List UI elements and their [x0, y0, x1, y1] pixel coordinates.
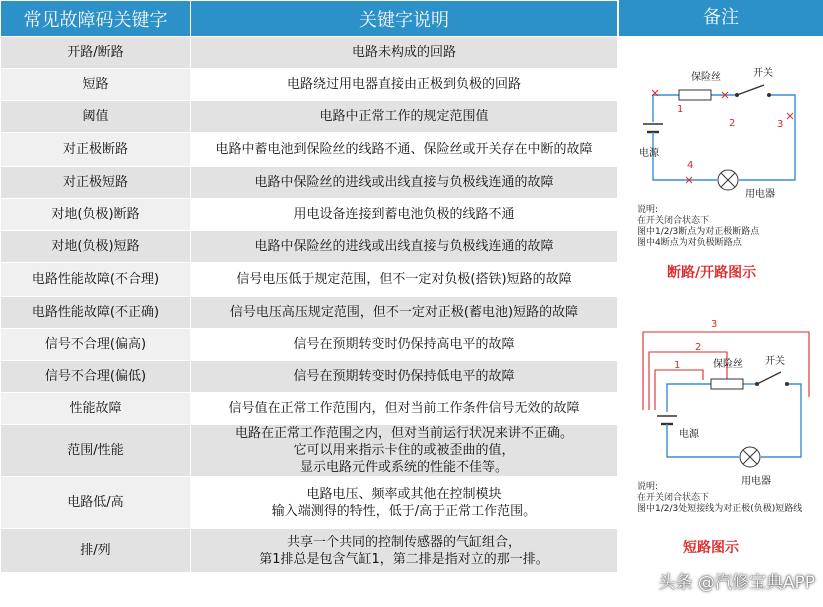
svg-text:电源: 电源: [679, 429, 699, 440]
short-circuit-diagram: [619, 312, 823, 562]
svg-text:用电器: 用电器: [741, 476, 771, 487]
fuse-label: 保险丝: [691, 72, 721, 83]
svg-text:3: 3: [711, 319, 718, 330]
keyword-cell: 信号不合理(偏低): [1, 361, 191, 393]
keyword-cell: 对地(负极)短路: [1, 231, 191, 263]
table-row: [1, 393, 618, 425]
description-cell: 信号在预期转变时仍保持高电平的故障: [191, 329, 618, 361]
table-row: [1, 477, 618, 529]
description-cell: 电路绕过用电器直接由正极到负极的回路: [191, 69, 618, 101]
fuse-symbol: [679, 90, 711, 100]
table-row: [1, 37, 618, 69]
table-row: [1, 101, 618, 133]
table-row: [1, 529, 618, 573]
description-cell: 信号电压低于规定范围，但不一定对负极(搭铁)短路的故障: [191, 263, 618, 297]
point-4: 4: [687, 160, 694, 171]
description-cell: 电路中正常工作的规定范围值: [191, 101, 618, 133]
keyword-cell: 电路性能故障(不正确): [1, 297, 191, 329]
keyword-cell: 电路性能故障(不合理): [1, 263, 191, 297]
open-circuit-diagram: [619, 40, 823, 290]
table-row: [1, 167, 618, 199]
load-label: 用电器: [745, 189, 775, 200]
description-cell: 电路中保险丝的进线或出线直接与负极线连通的故障: [191, 231, 618, 263]
keyword-cell: 电路低/高: [1, 477, 191, 529]
short-circuit-schematic: [619, 312, 823, 487]
open-circuit-note: 说明: 在开关闭合状态下 图中1/2/3断点为对正极断路点 图中4断点为对负极断路点: [637, 205, 760, 248]
svg-text:1: 1: [674, 360, 681, 371]
open-circuit-schematic: [619, 40, 823, 200]
keyword-cell: 信号不合理(偏高): [1, 329, 191, 361]
description-cell: 共享一个共同的控制传感器的气缸组合， 第1排总是包含气缸1，第二排是指对立的那一排。: [191, 529, 618, 573]
description-cell: 电路在正常工作范围之内，但对当前运行状况来讲不正确。 它可以用来指示卡住的或被歪曲的值， 显示电路元件或系统的性能不佳等。: [191, 425, 618, 477]
remarks-column: [617, 0, 823, 607]
short-lines: [643, 332, 809, 410]
source-label: 电源: [639, 148, 659, 159]
short-circuit-note: 说明: 在开关闭合状态下 图中1/2/3处短接线为对正极(负极)短路线: [637, 482, 803, 514]
point-2: 2: [729, 118, 736, 129]
keyword-cell: 对正极断路: [1, 133, 191, 167]
header-remarks: 备注: [619, 0, 823, 36]
table-row: [1, 297, 618, 329]
svg-text:保险丝: 保险丝: [713, 359, 743, 370]
keyword-cell: 开路/断路: [1, 37, 191, 69]
description-cell: 电路电压、频率或其他在控制模块 输入端测得的特性，低于/高于正常工作范围。: [191, 477, 618, 529]
description-cell: 信号在预期转变时仍保持低电平的故障: [191, 361, 618, 393]
table-row: [1, 425, 618, 477]
svg-text:2: 2: [695, 342, 702, 353]
switch-label: 开关: [753, 68, 773, 79]
table-row: [1, 133, 618, 167]
break-marks: [652, 90, 793, 183]
table-row: [1, 69, 618, 101]
keyword-cell: 短路: [1, 69, 191, 101]
watermark: 头条 @汽修宝典APP: [658, 573, 815, 593]
keyword-cell: 性能故障: [1, 393, 191, 425]
keyword-cell: 范围/性能: [1, 425, 191, 477]
description-cell: 信号值在正常工作范围内，但对当前工作条件信号无效的故障: [191, 393, 618, 425]
table-header-row: [1, 1, 618, 37]
switch-symbol: [737, 85, 764, 95]
point-3: 3: [777, 119, 784, 130]
svg-text:开关: 开关: [765, 356, 785, 367]
open-circuit-caption: 断路/开路图示: [667, 265, 757, 281]
table-row: [1, 199, 618, 231]
description-cell: 电路中保险丝的进线或出线直接与负极线连通的故障: [191, 167, 618, 199]
table-row: [1, 329, 618, 361]
point-1: 1: [677, 104, 684, 115]
keyword-cell: 对正极短路: [1, 167, 191, 199]
header-description: 关键字说明: [191, 1, 618, 37]
description-cell: 信号电压高压规定范围，但不一定对正极(蓄电池)短路的故障: [191, 297, 618, 329]
short-circuit-caption: 短路图示: [683, 540, 739, 556]
description-cell: 用电设备连接到蓄电池负极的线路不通: [191, 199, 618, 231]
keyword-cell: 对地(负极)断路: [1, 199, 191, 231]
keyword-cell: 阈值: [1, 101, 191, 133]
keyword-cell: 排/列: [1, 529, 191, 573]
header-keyword: 常见故障码关键字: [1, 1, 191, 37]
table-row: [1, 231, 618, 263]
table-row: [1, 263, 618, 297]
description-cell: 电路中蓄电池到保险丝的线路不通、保险丝或开关存在中断的故障: [191, 133, 618, 167]
description-cell: 电路未构成的回路: [191, 37, 618, 69]
table-row: [1, 361, 618, 393]
